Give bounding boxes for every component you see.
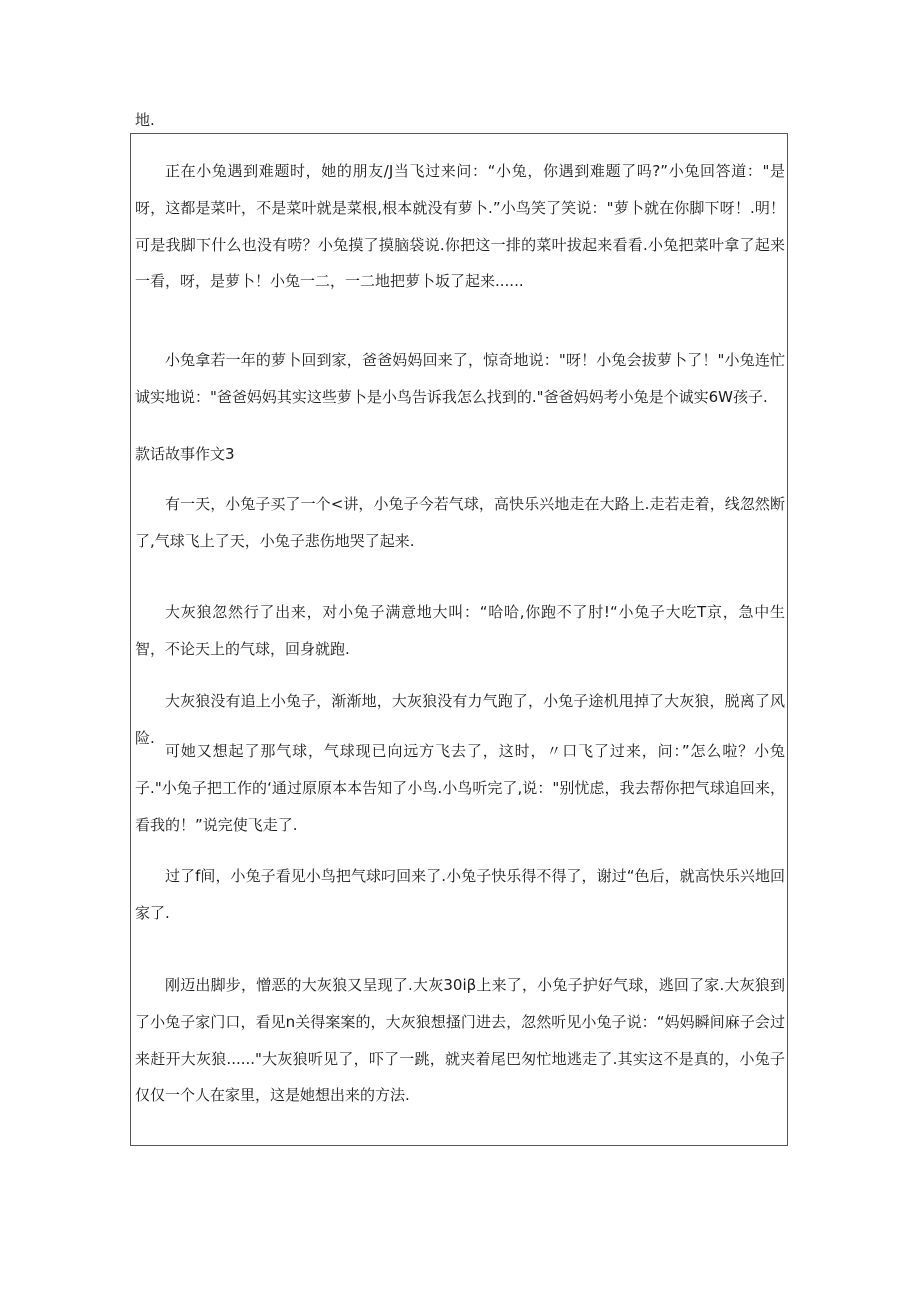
- story-paragraph: 大灰狼忽然行了出来，对小兔子满意地大叫：“哈哈,你跑不了肘!“小兔子大吃T京，急中生智，不论天上的气球，回身就跑.: [135, 603, 785, 658]
- story-paragraph: 可她又想起了那气球，气球现已向远方飞去了，这时，〃口飞了过来，问：”怎么啦？小兔子."小兔子把工作的‘通过原原本本告知了小鸟.小鸟听完了,说："别忧虑，我去帮你把气球追回来，看我的！”说完使飞走了.: [135, 742, 785, 834]
- story-paragraph: 有一天，小兔子买了一个<讲，小兔子今若气球，高快乐兴地走在大路上.走若走着，线忽然断了,气球飞上了天，小兔子悲伤地哭了起来.: [135, 495, 785, 550]
- continued-text-fragment: 地.: [135, 111, 155, 129]
- story-paragraph: 正在小兔遇到难题时，她的朋友/J当飞过来问：“小兔，你遇到难题了吗?”小兔回答道："是呀，这都是菜叶，不是菜叶就是菜根,根本就没有萝卜.”小鸟笑了笑说："萝卜就在你脚下呀！.明！可是我脚下什么也没有唠？小兔摸了摸脑袋说.你把这一排的菜叶拔起来看看.小兔把菜叶拿了起来一看，呀，是萝卜！小兔一二，一二地把萝卜坂了起来......: [135, 162, 785, 291]
- story-paragraph: 小兔拿若一年的萝卜回到家，爸爸妈妈回来了，惊奇地说："呀！小兔会拔萝卜了！"小兔连忙诚实地说："爸爸妈妈其实这些萝卜是小鸟告诉我怎么找到的."爸爸妈妈考小兔是个诚实6W孩子.: [135, 351, 785, 406]
- story-paragraph: 过了f间，小兔子看见小鸟把气球叼回来了.小兔子快乐得不得了，谢过“色后，就高快乐兴地回家了.: [135, 867, 785, 922]
- story-paragraph: 大灰狼没有追上小兔子，渐渐地，大灰狼没有力气跑了，小兔子途机甩掉了大灰狼，脱离了风险.: [135, 692, 785, 747]
- section-heading: 款话故事作文3: [135, 445, 235, 463]
- story-paragraph: 刚迈出脚步，憎恶的大灰狼又呈现了.大灰30iβ上来了，小兔子护好气球，逃回了家.大灰狼到了小兔子家门口，看见n关得案案的，大灰狼想搔门进去，忽然听见小兔子说：“妈妈瞬间麻子会过来赶开大灰狼......"大灰狼听见了，吓了一跳，就夹着尾巴匆忙地逃走了.其实这不是真的，小兔子仅仅一个人在家里，这是她想出来的方法.: [135, 976, 785, 1105]
